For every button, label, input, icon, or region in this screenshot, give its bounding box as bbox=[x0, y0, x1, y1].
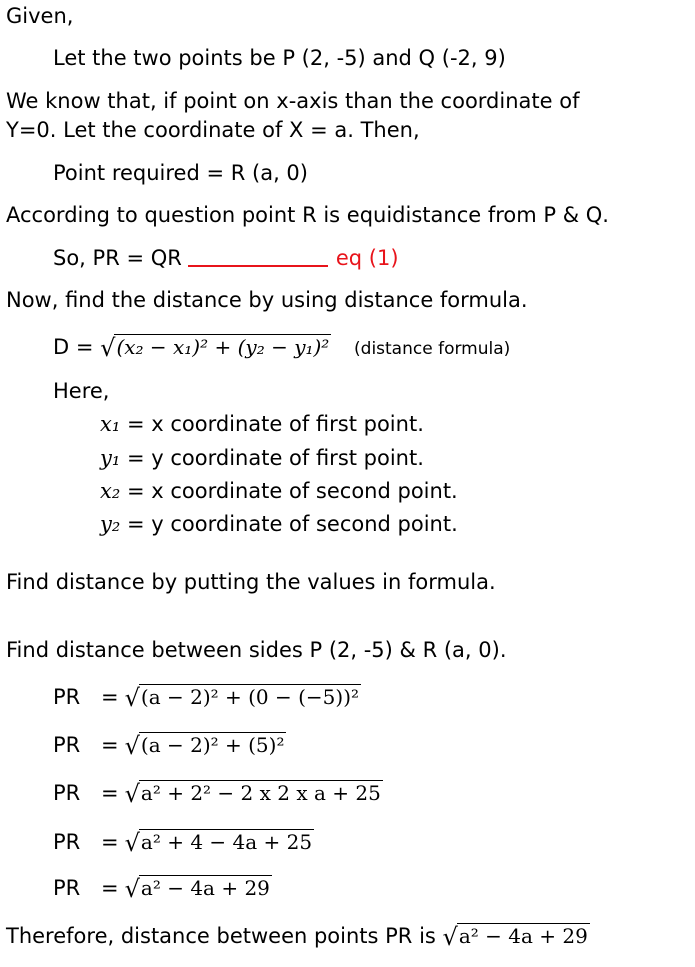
points-statement: Let the two points be P (2, -5) and Q (-2, 9) bbox=[53, 46, 506, 70]
distance-formula-expression: (x₂ − x₁)² + (y₂ − y₁)² bbox=[116, 335, 330, 359]
distance-formula-line bbox=[53, 334, 510, 362]
here-item-text: = y coordinate of first point. bbox=[126, 446, 424, 470]
step-label: PR bbox=[53, 733, 81, 757]
step-radicand: (a − 2)² + (5)² bbox=[140, 733, 285, 757]
conclusion-radical: √a² − 4a + 29 bbox=[442, 923, 588, 951]
step-row bbox=[53, 684, 361, 711]
distance-formula-note: (distance formula) bbox=[354, 339, 511, 359]
conclusion-line bbox=[6, 923, 590, 950]
distance-formula-radical: √(x₂ − x₁)² + (y₂ − y₁)² bbox=[100, 334, 330, 362]
symbol-y2: y₂ bbox=[100, 512, 121, 536]
step-equals: = bbox=[101, 876, 119, 900]
conclusion-radicand: a² − 4a + 29 bbox=[458, 924, 588, 948]
symbol-y1: y₁ bbox=[100, 446, 121, 470]
step-radical: √a² + 2² − 2 x 2 x a + 25 bbox=[124, 780, 381, 808]
step-label: PR bbox=[53, 876, 81, 900]
step-row bbox=[53, 875, 272, 902]
here-label: Here, bbox=[53, 379, 110, 403]
step-row bbox=[53, 732, 286, 759]
step-row bbox=[53, 780, 383, 807]
step-radical: √a² + 4 − 4a + 25 bbox=[124, 829, 313, 857]
now-find-statement: Now, find the distance by using distance formula. bbox=[6, 288, 528, 312]
here-item-y2 bbox=[100, 511, 458, 537]
find-between-statement: Find distance between sides P (2, -5) & R (a, 0). bbox=[6, 638, 507, 662]
step-equals: = bbox=[101, 781, 119, 805]
pr-equals-qr-line bbox=[53, 245, 399, 271]
conclusion-text: Therefore, distance between points PR is bbox=[6, 924, 436, 948]
here-item-y1 bbox=[100, 445, 424, 471]
step-radical: √a² − 4a + 29 bbox=[124, 875, 270, 903]
step-label: PR bbox=[53, 830, 81, 854]
underline-blank bbox=[188, 265, 328, 267]
given-label: Given, bbox=[6, 4, 74, 28]
here-item-text: = x coordinate of second point. bbox=[126, 479, 458, 503]
know-line-1: We know that, if point on x-axis than the coordinate of bbox=[6, 89, 580, 113]
step-label: PR bbox=[53, 781, 81, 805]
here-item-text: = y coordinate of second point. bbox=[126, 512, 458, 536]
step-radical: √(a − 2)² + (5)² bbox=[124, 732, 285, 760]
step-equals: = bbox=[101, 830, 119, 854]
step-row bbox=[53, 829, 314, 856]
step-radicand: a² + 4 − 4a + 25 bbox=[140, 830, 313, 854]
step-label: PR bbox=[53, 685, 81, 709]
symbol-x1: x₁ bbox=[100, 412, 121, 436]
step-radicand: a² − 4a + 29 bbox=[140, 876, 270, 900]
here-item-x1 bbox=[100, 411, 424, 437]
step-radical: √(a − 2)² + (0 − (−5))² bbox=[124, 684, 360, 712]
eq-1-label: eq (1) bbox=[335, 246, 399, 270]
here-item-x2 bbox=[100, 478, 458, 504]
equidistance-statement: According to question point R is equidistance from P & Q. bbox=[6, 203, 609, 227]
d-label: D = bbox=[53, 335, 94, 359]
here-item-text: = x coordinate of first point. bbox=[126, 412, 424, 436]
pr-equals-qr: So, PR = QR bbox=[53, 246, 182, 270]
step-equals: = bbox=[101, 685, 119, 709]
step-radicand: a² + 2² − 2 x 2 x a + 25 bbox=[140, 781, 381, 805]
point-required: Point required = R (a, 0) bbox=[53, 161, 308, 185]
step-radicand: (a − 2)² + (0 − (−5))² bbox=[140, 685, 360, 709]
find-put-statement: Find distance by putting the values in formula. bbox=[6, 570, 496, 594]
step-equals: = bbox=[101, 733, 119, 757]
know-line-2: Y=0. Let the coordinate of X = a. Then, bbox=[6, 118, 420, 142]
symbol-x2: x₂ bbox=[100, 479, 121, 503]
